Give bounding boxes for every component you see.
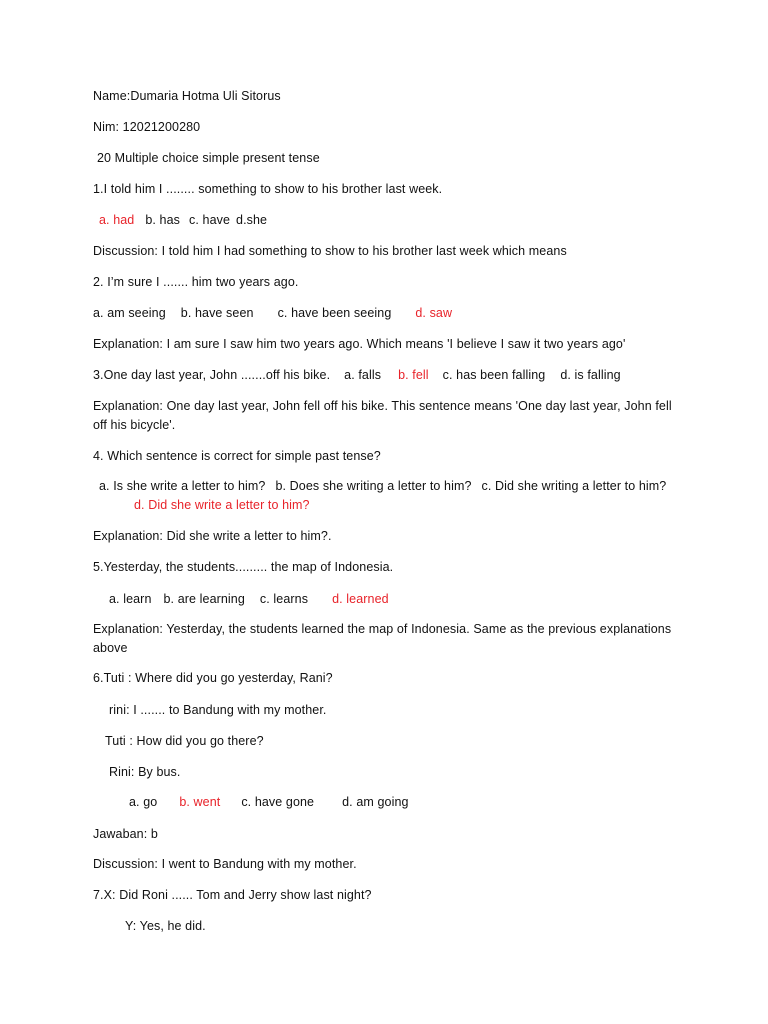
- question-3: [93, 366, 621, 384]
- question-5: 5.Yesterday, the students......... the map of Indonesia.: [93, 560, 394, 574]
- option-b: b. has: [145, 213, 181, 227]
- question-2-options: [93, 304, 452, 322]
- option-d-answer: d. saw: [415, 306, 453, 320]
- option-b: b. Does she writing a letter to him?: [275, 479, 472, 493]
- option-c: c. learns: [259, 592, 309, 606]
- option-b-answer: b. went: [179, 795, 221, 809]
- question-4-options-line2: [134, 496, 310, 514]
- option-a: a. Is she write a letter to him?: [99, 479, 266, 493]
- question-5-options: [109, 590, 389, 608]
- option-a: a. go: [129, 795, 158, 809]
- option-c: c. has been falling: [442, 368, 546, 382]
- assignment-topic: 20 Multiple choice simple present tense: [97, 151, 320, 165]
- option-c: c. have been seeing: [277, 306, 392, 320]
- option-c: c. have gone: [241, 795, 315, 809]
- question-1-options: [99, 211, 267, 229]
- question-6-discussion: Discussion: I went to Bandung with my mother.: [93, 857, 357, 871]
- question-6-answer: Jawaban: b: [93, 827, 158, 841]
- option-b: b. are learning: [163, 592, 245, 606]
- question-6-options: [129, 793, 409, 811]
- question-6-line-3: Tuti : How did you go there?: [105, 734, 264, 748]
- question-4-options-line1: [99, 477, 666, 495]
- question-7-line-2: Y: Yes, he did.: [125, 919, 206, 933]
- question-2: 2. I’m sure I ....... him two years ago.: [93, 275, 299, 289]
- option-c: c. have: [189, 213, 231, 227]
- option-d: d. am going: [342, 795, 409, 809]
- question-4-explanation: Explanation: Did she write a letter to him?.: [93, 529, 332, 543]
- question-3-explanation: Explanation: One day last year, John fell off his bike. This sentence means 'One day last year, John fell off his bicycle'.: [93, 399, 672, 432]
- question-3-text: 3.One day last year, John .......off his bike.: [93, 368, 331, 382]
- question-6-line-1: 6.Tuti : Where did you go yesterday, Rani?: [93, 671, 333, 685]
- question-1-discussion: Discussion: I told him I had something to show to his brother last week which means: [93, 244, 567, 258]
- student-name: Name:Dumaria Hotma Uli Sitorus: [93, 89, 281, 103]
- question-5-explanation: Explanation: Yesterday, the students learned the map of Indonesia. Same as the previous explanations above: [93, 622, 672, 655]
- option-b-answer: b. fell: [398, 368, 429, 382]
- question-2-explanation: Explanation: I am sure I saw him two years ago. Which means 'I believe I saw it two years ago': [93, 337, 626, 351]
- student-nim: Nim: 12021200280: [93, 120, 201, 134]
- option-d: d.she: [236, 213, 268, 227]
- option-a: a. falls: [344, 368, 382, 382]
- option-a: a. learn: [109, 592, 152, 606]
- option-a-answer: a. had: [99, 213, 135, 227]
- question-6-line-4: Rini: By bus.: [109, 765, 181, 779]
- option-c: c. Did she writing a letter to him?: [481, 479, 667, 493]
- option-d-answer: d. Did she write a letter to him?: [134, 498, 310, 512]
- question-6-line-2: rini: I ....... to Bandung with my mother.: [109, 703, 327, 717]
- question-7-line-1: 7.X: Did Roni ...... Tom and Jerry show last night?: [93, 888, 372, 902]
- question-4: 4. Which sentence is correct for simple past tense?: [93, 449, 381, 463]
- option-a: a. am seeing: [93, 306, 166, 320]
- option-d-answer: d. learned: [332, 592, 389, 606]
- option-d: d. is falling: [560, 368, 621, 382]
- option-b: b. have seen: [180, 306, 254, 320]
- question-1: 1.I told him I ........ something to show to his brother last week.: [93, 182, 443, 196]
